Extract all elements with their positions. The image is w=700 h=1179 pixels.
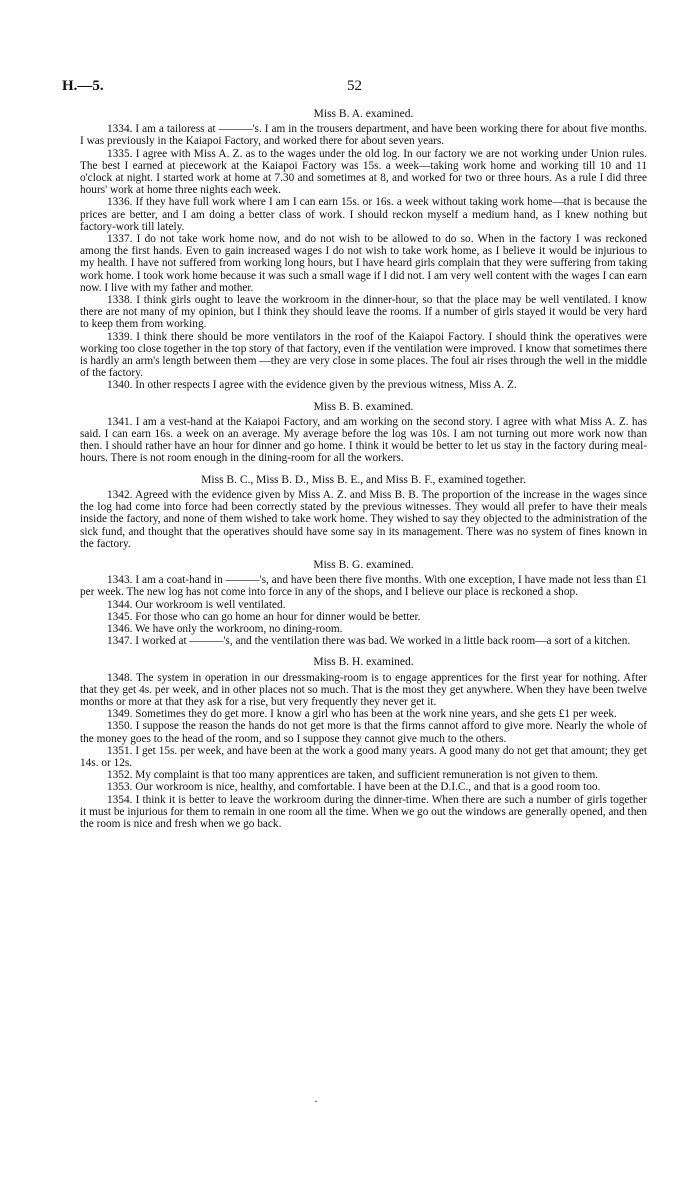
paragraph: 1350. I suppose the reason the hands do not get more is that the firms cannot afford to give more. Nearly the whole of the money goes to the head of the room, and so I suppose they cannot give much to the others.: [80, 720, 647, 745]
paragraph: 1339. I think there should be more ventilators in the roof of the Kaiapoi Factory. I should think the operatives were working too close together in the top story of that factory, even if the ventilation were improved. I know that sometimes there is hardly an arm's length between them —they are very close in some places. The foul air rises through the well in the middle of the factory.: [80, 330, 647, 380]
paragraph: 1335. I agree with Miss A. Z. as to the wages under the old log. In our factory we are not working under Union rules. The best I earned at piecework at the Kaiapoi Factory was 15s. a week—taking work home and working till 10 and 11 o'clock at night. I started work at home at 7.30 and sometimes at 8, and worked for two or three hours. As a rule I did three hours' work at home three nights each week.: [80, 147, 647, 197]
paragraph: 1354. I think it is better to leave the workroom during the dinner-time. When there are such a number of girls together it must be injurious for them to remain in one room all the time. When we go out the windows are generally opened, and then the room is nice and fresh when we go back.: [80, 793, 648, 830]
paragraph: 1344. Our workroom is well ventilated.: [107, 598, 286, 611]
paragraph: 1351. I get 15s. per week, and have been at the work a good many years. A good many do not get that amount; they get 14s. or 12s.: [80, 744, 647, 769]
paragraph: 1347. I worked at ———'s, and the ventilation there was bad. We worked in a little back room—a sort of a kitchen.: [107, 635, 631, 648]
paragraph: 1349. Sometimes they do get more. I know a girl who has been at the work nine years, and she gets £1 per week.: [107, 708, 617, 721]
section-heading: Miss B. A. examined.: [313, 108, 414, 120]
paragraph: 1338. I think girls ought to leave the workroom in the dinner-hour, so that the place may be well ventilated. I know there are not many of my opinion, but I think they should leave the rooms. If a number of girls stayed it would be very hard to keep them from working.: [80, 294, 647, 331]
section-heading: Miss B. G. examined.: [313, 558, 414, 571]
paragraph: 1345. For those who can go home an hour for dinner would be better.: [107, 610, 421, 623]
page-number: 52: [347, 78, 362, 94]
paragraph: 1343. I am a coat-hand in ———'s, and have been there five months. With one exception, I have made not less than £1 per week. The new log has not come into force in any of the shops, and I believe our place is reckoned a shop.: [80, 574, 647, 599]
document-code: H.—5.: [62, 78, 104, 94]
paragraph: 1341. I am a vest-hand at the Kaiapoi Factory, and am working on the second story. I agree with what Miss A. Z. has said. I can earn 16s. a week on an average. My average before the log was 10s. I am not turning out more work now than then. I should rather have an hour for dinner and go home. I think it would be better to let us stay in the factory during meal-hours. There is not room enough in the dining-room for all the workers.: [80, 415, 647, 465]
paragraph: 1352. My complaint is that too many apprentices are taken, and sufficient remuneration is not given to them.: [107, 769, 599, 782]
page-header: [62, 80, 647, 96]
section-heading: Miss B. H. examined.: [313, 656, 414, 669]
paragraph: 1348. The system in operation in our dressmaking-room is to engage apprentices for the first year for nothing. After that they get 4s. per week, and in other places not so much. That is the most they get anywhere. When they have been twelve months or more at that they ask for a rise, but very frequently they never get it.: [80, 671, 647, 708]
section-heading: Miss B. B. examined.: [313, 400, 414, 413]
paragraph: 1353. Our workroom is nice, healthy, and comfortable. I have been at the D.I.C., and that is a good room too.: [107, 781, 601, 794]
paragraph: 1337. I do not take work home now, and do not wish to be allowed to do so. When in the factory I was reckoned among the first hands. Even to gain increased wages I do not wish to take work home, as I believe it would be injurious to my health. I have not suffered from working long hours, but I have heard girls complain that they were suffering from taking work home. I took work home because it was such a small wage if I did not. I am very well content with the wages I can earn now. I live with my father and mother.: [80, 233, 647, 294]
print-mark: ·: [314, 1094, 318, 1108]
section-heading: Miss B. C., Miss B. D., Miss B. E., and Miss B. F., examined together.: [201, 473, 526, 486]
paragraph: 1336. If they have full work where I am I can earn 15s. or 16s. a week without taking work home—that is because the prices are better, and I am doing a better class of work. I should reckon myself a medium hand, as I knew nothing but factory-work till lately.: [80, 196, 647, 233]
paragraph: 1340. In other respects I agree with the evidence given by the previous witness, Miss A. Z.: [107, 379, 517, 392]
document-body: [80, 108, 647, 830]
paragraph: 1334. I am a tailoress at ———'s. I am in the trousers department, and have been working there for about five months. I was previously in the Kaiapoi Factory, and worked there for about seven years.: [80, 123, 647, 148]
paragraph: 1342. Agreed with the evidence given by Miss A. Z. and Miss B. B. The proportion of the increase in the wages since the log had come into force had been correctly stated by the previous witnesses. They would all prefer to have their meals inside the factory, and none of them wished to take work home. They wished to say they objected to the administration of the sick fund, and thought that the operatives should have some say in its management. There was no system of fines known in the factory.: [80, 488, 647, 550]
paragraph: 1346. We have only the workroom, no dining-room.: [107, 622, 343, 635]
